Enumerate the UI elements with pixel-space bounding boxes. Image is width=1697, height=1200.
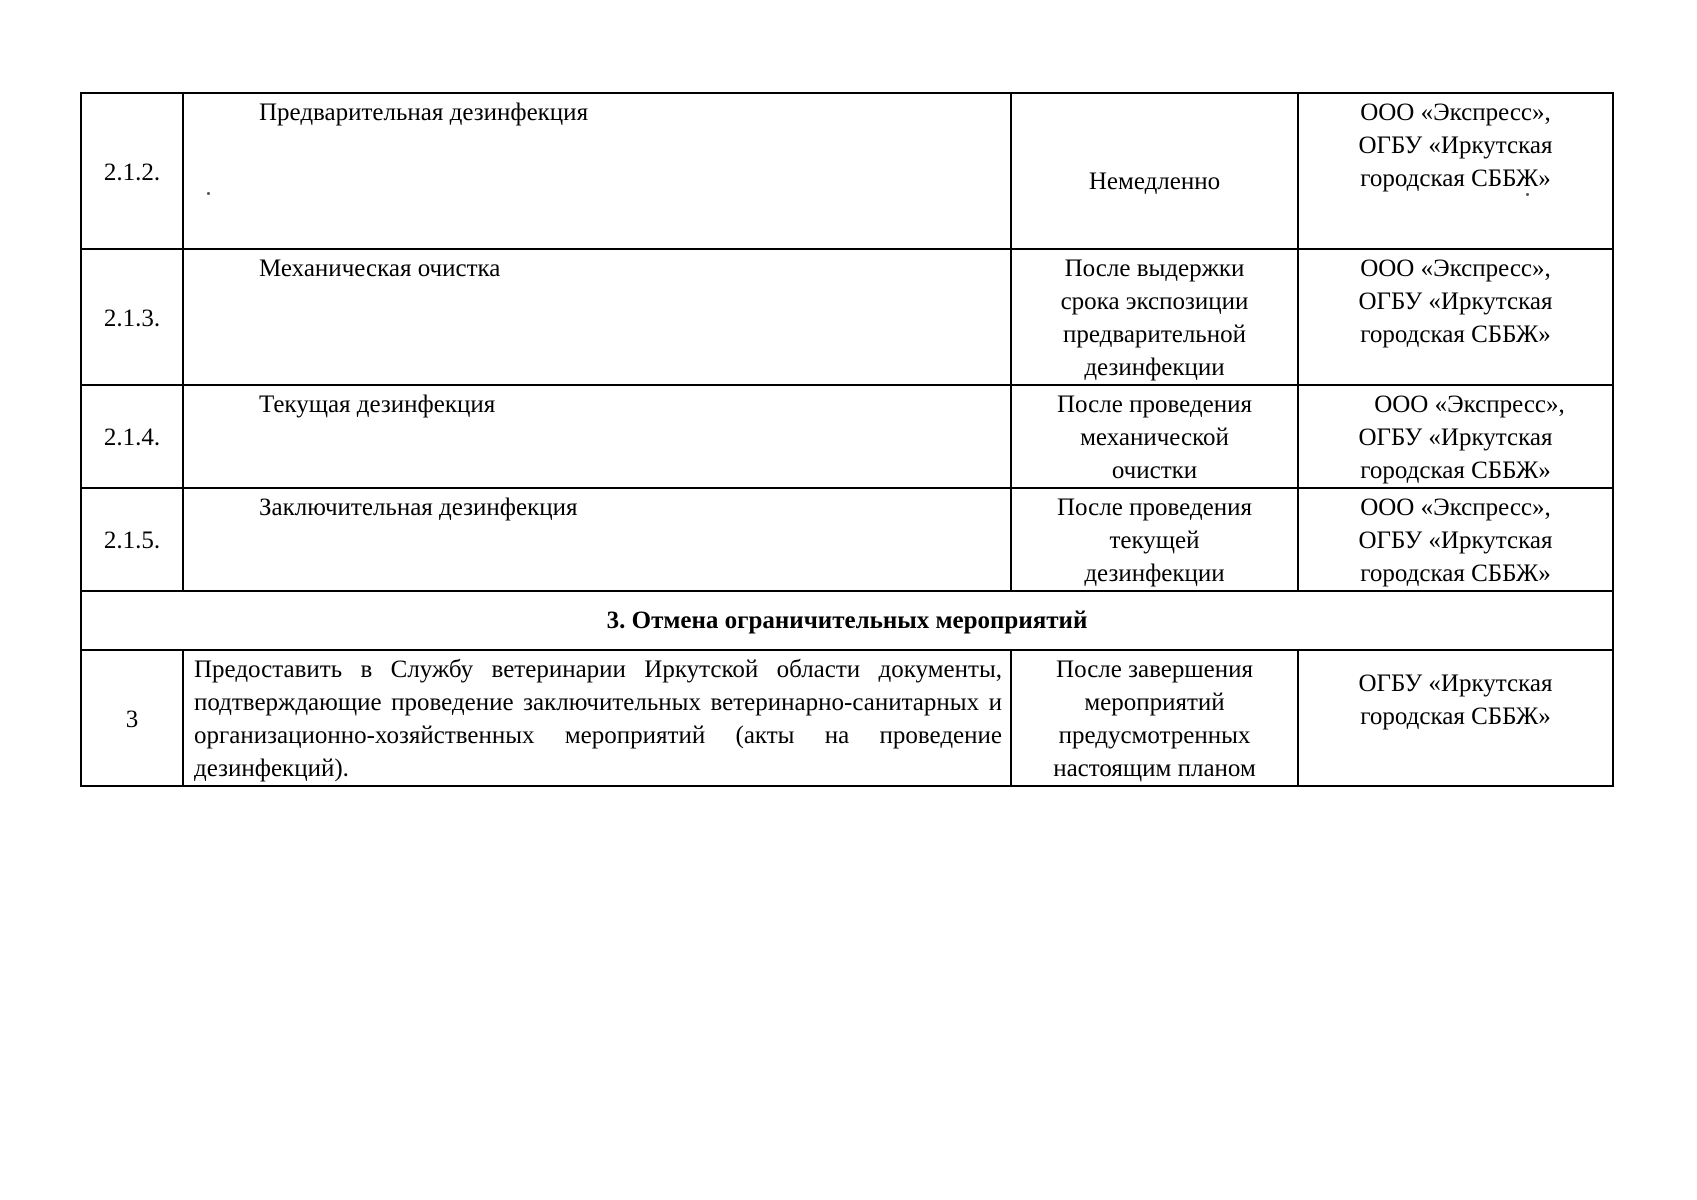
row-number: 2.1.3. [81,249,183,385]
term-line: механической [1080,424,1229,451]
responsible-line: ООО «Экспресс», [1374,391,1565,418]
table-row [81,488,1613,591]
responsible-line: ООО «Экспресс», [1360,494,1551,521]
table-row [81,385,1613,488]
plan-table [80,92,1614,787]
scan-speck [1526,193,1529,196]
responsible-line: ОГБУ «Иркутская [1358,424,1553,451]
term-line: предварительной [1063,321,1246,348]
responsible-cell [1298,650,1613,786]
responsible-line: городская СББЖ» [1360,560,1551,587]
term-line: предусмотренных [1058,722,1251,749]
row-number: 3 [81,650,183,786]
row-number: 2.1.4. [81,385,183,488]
row-number: 2.1.2. [81,93,183,249]
responsible-cell [1298,93,1613,249]
responsible-line: городская СББЖ» [1360,321,1551,348]
responsible-line: ОГБУ «Иркутская [1358,288,1553,315]
responsible-line: городская СББЖ» [1360,165,1551,192]
scan-speck [207,192,210,195]
section-title: 3. Отмена ограничительных мероприятий [81,591,1613,650]
action-cell: Механическая очистка [183,249,1011,385]
table-row [81,650,1613,786]
term-line: дезинфекции [1084,560,1225,587]
responsible-line: городская СББЖ» [1360,703,1551,730]
responsible-cell [1298,488,1613,591]
term-cell [1011,249,1298,385]
row-number: 2.1.5. [81,488,183,591]
responsible-line: ОГБУ «Иркутская [1358,132,1553,159]
action-cell: Текущая дезинфекция [183,385,1011,488]
term-line: текущей [1109,527,1200,554]
term-cell: Немедленно [1011,93,1298,249]
responsible-line: городская СББЖ» [1360,457,1551,484]
term-line: очистки [1111,457,1198,484]
term-line: После проведения [1057,391,1252,418]
action-cell: Предварительная дезинфекция [183,93,1011,249]
term-cell [1011,488,1298,591]
term-cell [1011,650,1298,786]
responsible-cell [1298,249,1613,385]
table-row [81,93,1613,249]
responsible-line: ООО «Экспресс», [1360,255,1551,282]
responsible-line: ОГБУ «Иркутская [1358,670,1553,697]
term-line: После проведения [1057,494,1252,521]
term-cell [1011,385,1298,488]
action-cell: Предоставить в Службу ветеринарии Иркутской области документы, подтверждающие проведение заключительных ветеринарно-санитарных и организационно-хозяйственных мероприятий (акты на проведение дезинфекций). [183,650,1011,786]
term-line: срока экспозиции [1060,288,1249,315]
action-cell: Заключительная дезинфекция [183,488,1011,591]
responsible-line: ООО «Экспресс», [1360,99,1551,126]
term-line: дезинфекции [1084,354,1225,381]
responsible-cell [1298,385,1613,488]
term-line: После завершения [1056,656,1253,683]
term-line: мероприятий [1084,689,1225,716]
responsible-line: ОГБУ «Иркутская [1358,527,1553,554]
section-heading-row [81,591,1613,650]
table-row [81,249,1613,385]
term-line: После выдержки [1064,255,1245,282]
term-line: настоящим планом [1053,755,1256,782]
